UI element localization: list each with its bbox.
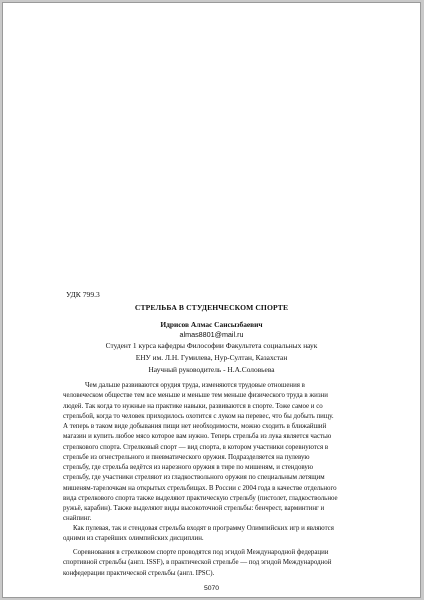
text-line: Как пулевая, так и стендовая стрельба входят в программу Олимпийских игр и являются [73,525,334,532]
body-paragraph-3 [63,548,371,579]
text-line: А теперь в таком виде добывания пищи нет необходимости, можно сходить в ближайший [63,423,327,430]
supervisor-line: Научный руководитель - Н.А.Соловьева [148,365,275,374]
text-line: конфедерации практической стрельбы (англ. IPSC). [63,569,215,577]
text-line: человеческом обществе тем все меньше и меньше тем меньше физического труда в жизни [63,392,328,400]
document-page [2,2,421,598]
body-paragraph-1 [63,381,371,525]
text-line: людей. Так когда то нужные на практике навыки, развиваются в спорте. Тоже самое и со [63,402,323,410]
page-number: 5070 [203,585,220,592]
text-line: ружьё, карабин). Также выделяют виды высокоточной стрельбы: бенчрест, варминтинг и [63,505,325,512]
article-title: СТРЕЛЬБА В СТУДЕНЧЕСКОМ СПОРТЕ [134,303,289,312]
udk-code: УДК 799.3 [66,290,100,299]
affiliation-line: Студент 1 курса кафедры Философии Факультета социальных наук [105,341,318,350]
text-line: магазин и купить любое мясо которое вам нужно. Теперь стрельба из лука является частью [63,433,332,441]
text-line: мишеням-тарелочкам на открытых стрельбищах. В России с 2004 года в качестве отдельного [63,484,337,492]
text-line: спортивной стрельбы (англ. ISSF), в практической стрельбе — под эгидой Международной [63,559,332,567]
body-paragraph-2 [63,524,371,545]
text-line: стрельбу, где стрельба ведётся из нарезного оружия в тире по мишеням, и стендовую [63,464,314,471]
text-line: Соревнования в стрелковом спорте проводятся под эгидой Международной федерации [73,549,329,556]
text-line: вида стрелкового спорта также выделяют практическую стрельбу (пистолет, гладкоствольное [63,494,338,502]
text-line: стрельбой, когда то человек приходилось охотится с луком на перевес, что бы добыть пищу. [63,412,334,420]
text-line: снайпинг. [63,515,92,523]
text-line: одними из старейших олимпийских дисциплин. [63,535,204,543]
text-line: стрельбу, где участники стреляют из гладкоствольного оружия по специальным летящим [63,474,325,482]
text-line: Чем дальше развиваются орудия труда, изменяются трудовые отношения в [85,382,305,389]
author-name: Идрисов Алмас Сансызбаевич [160,320,263,329]
author-email[interactable]: almas8801@mail.ru [179,330,244,339]
text-line: стрелкового спорта. Стрелковый спорт — вид спорта, в котором участники соревнуются в [63,443,329,451]
affiliation-line: ЕНУ им. Л.Н. Гумилева, Нур-Султан, Казахстан [135,353,288,362]
text-line: стрельбе из огнестрельного и пневматического оружия. Подразделяется на пулевую [63,453,310,461]
